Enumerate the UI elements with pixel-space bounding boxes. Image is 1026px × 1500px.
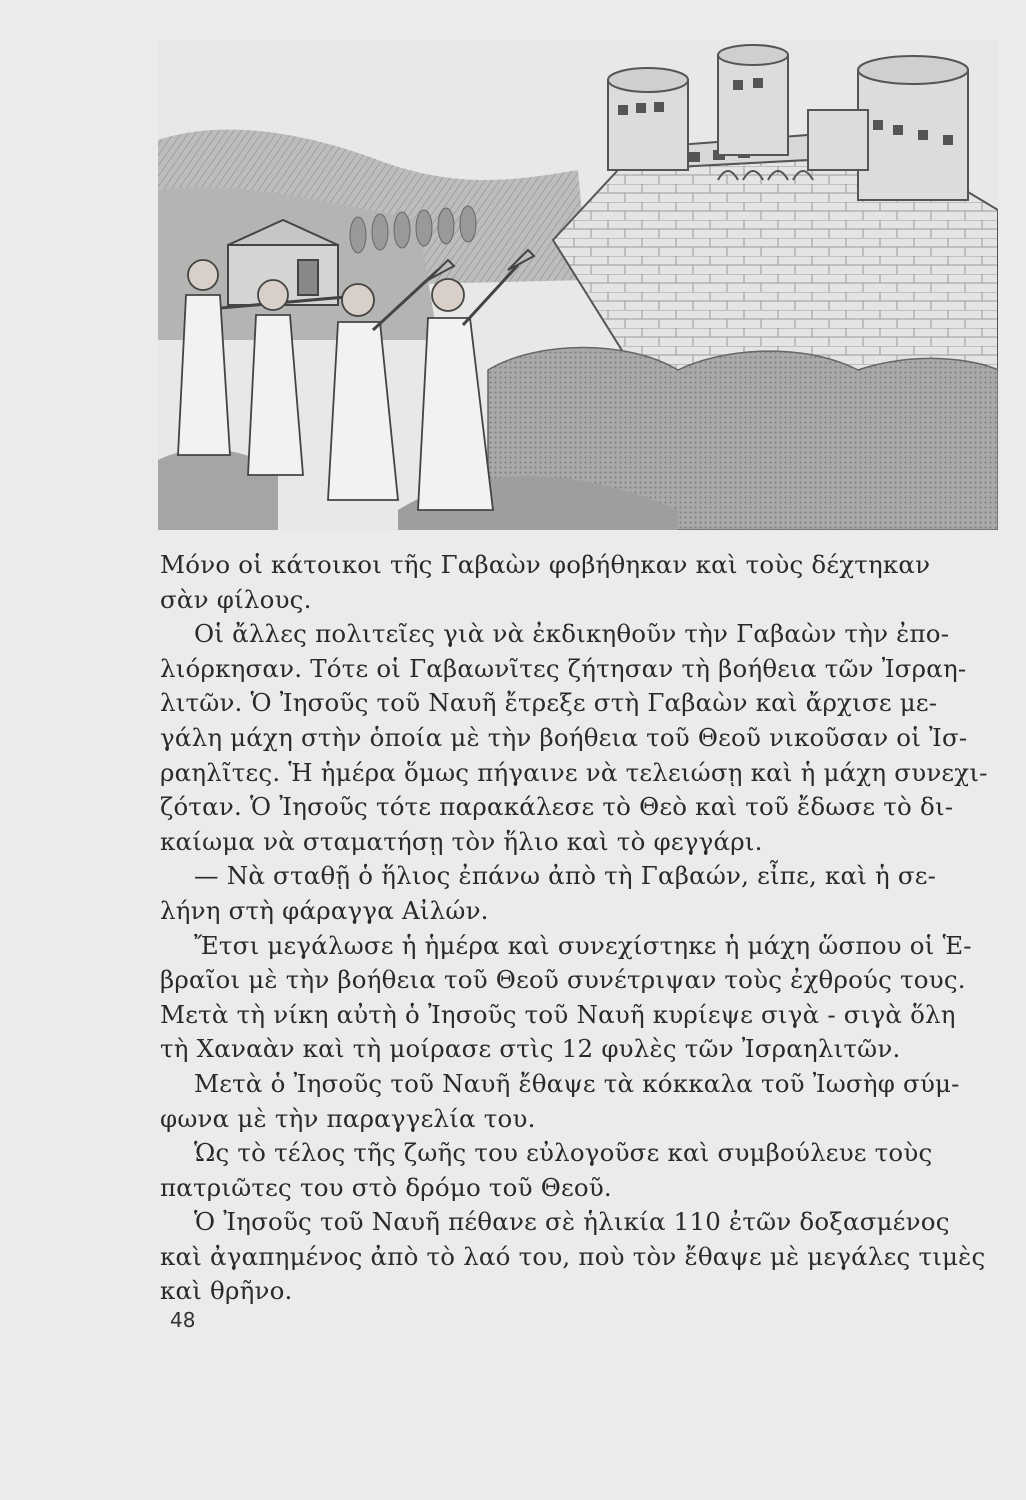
paragraph-7	[160, 1205, 1010, 1309]
text-line: λιτῶν. Ὁ Ἰησοῦς τοῦ Ναυῆ ἔτρεξε στὴ Γαβαὼν καὶ ἄρχισε με-	[160, 688, 938, 718]
text-line: Ὁ Ἰησοῦς τοῦ Ναυῆ πέθανε σὲ ἡλικία 110 ἐτῶν δοξασμένος	[194, 1207, 950, 1237]
text-line: λήνη στὴ φάραγγα Αἰλών.	[160, 895, 489, 925]
paragraph-5	[160, 1067, 1010, 1136]
text-line: — Νὰ σταθῇ ὁ ἥλιος ἐπάνω ἀπὸ τὴ Γαβαών, εἶπε, καὶ ἡ σε-	[194, 861, 937, 891]
text-line: ζόταν. Ὁ Ἰησοῦς τότε παρακάλεσε τὸ Θεὸ καὶ τοῦ ἔδωσε τὸ δι-	[160, 792, 954, 822]
text-line: βραῖοι μὲ τὴν βοήθεια τοῦ Θεοῦ συνέτριψαν τοὺς ἐχθρούς τους.	[160, 965, 966, 995]
text-line: Ὡς τὸ τέλος τῆς ζωῆς του εὐλογοῦσε καὶ συμβούλευε τοὺς	[194, 1138, 933, 1168]
paragraph-4	[160, 929, 1010, 1067]
text-line: καὶ ἀγαπημένος ἀπὸ τὸ λαό του, ποὺ τὸν ἔθαψε μὲ μεγάλες τιμὲς	[160, 1241, 986, 1271]
page-number: 48	[170, 1308, 196, 1332]
text-line: Ἔτσι μεγάλωσε ἡ ἡμέρα καὶ συνεχίστηκε ἡ μάχη ὥσπου οἱ Ἑ-	[194, 930, 972, 960]
text-line: γάλη μάχη στὴν ὁποία μὲ τὴν βοήθεια τοῦ Θεοῦ νικοῦσαν οἱ Ἰσ-	[160, 722, 968, 752]
text-line: Μόνο οἱ κάτοικοι τῆς Γαβαὼν φοβήθηκαν καὶ τοὺς δέχτηκαν	[160, 550, 931, 579]
procession-illustration-icon	[158, 40, 998, 530]
text-line: καὶ θρῆνο.	[160, 1276, 293, 1306]
paragraph-2	[160, 617, 1010, 859]
text-line: λιόρκησαν. Τότε οἱ Γαβαωνῖτες ζήτησαν τὴ βοήθεια τῶν Ἰσραη-	[160, 653, 967, 683]
paragraph-1	[160, 548, 1010, 617]
text-line: Οἱ ἄλλες πολιτεῖες γιὰ νὰ ἐκδικηθοῦν τὴν Γαβαὼν τὴν ἐπο-	[194, 619, 950, 649]
text-line: σὰν φίλους.	[160, 584, 312, 614]
text-line: τὴ Χαναὰν καὶ τὴ μοίρασε στὶς 12 φυλὲς τῶν Ἰσραηλιτῶν.	[160, 1034, 901, 1064]
text-line: Μετὰ τὴ νίκη αὐτὴ ὁ Ἰησοῦς τοῦ Ναυῆ κυρίεψε σιγὰ - σιγὰ ὅλη	[160, 999, 956, 1029]
text-line: ραηλῖτες. Ἡ ἡμέρα ὅμως πήγαινε νὰ τελειώσῃ καὶ ἡ μάχη συνεχι-	[160, 757, 988, 787]
text-line: φωνα μὲ τὴν παραγγελία του.	[160, 1103, 536, 1133]
paragraph-3	[160, 859, 1010, 928]
paragraph-6	[160, 1136, 1010, 1205]
text-line: πατριῶτες του στὸ δρόμο τοῦ Θεοῦ.	[160, 1172, 612, 1202]
text-line: καίωμα νὰ σταματήσῃ τὸν ἥλιο καὶ τὸ φεγγάρι.	[160, 826, 763, 856]
body-text	[160, 548, 1010, 1309]
text-line: Μετὰ ὁ Ἰησοῦς τοῦ Ναυῆ ἔθαψε τὰ κόκκαλα τοῦ Ἰωσὴφ σύμ-	[194, 1068, 960, 1098]
